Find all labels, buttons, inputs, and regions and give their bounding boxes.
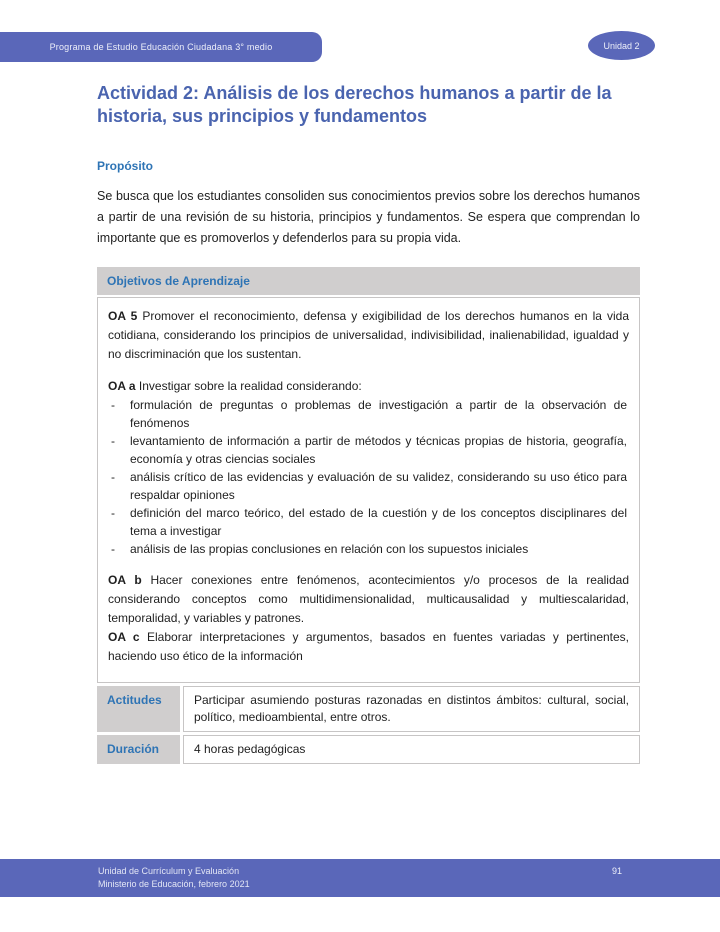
footer-line2: Ministerio de Educación, febrero 2021 bbox=[98, 879, 250, 889]
objetivos-body-cell bbox=[97, 297, 640, 683]
proposito-heading: Propósito bbox=[97, 159, 153, 173]
oac-label: OA c bbox=[108, 630, 140, 644]
footer-line1: Unidad de Currículum y Evaluación bbox=[98, 866, 240, 876]
duracion-label-cell: Duración bbox=[97, 735, 180, 764]
oaa-label: OA a bbox=[108, 379, 136, 393]
oaa-lead-text: Investigar sobre la realidad considerando: bbox=[138, 379, 362, 393]
oa5-label: OA 5 bbox=[108, 309, 138, 323]
actitudes-label-cell: Actitudes bbox=[97, 686, 180, 732]
objetivos-header-cell bbox=[97, 267, 640, 295]
program-badge bbox=[0, 32, 322, 62]
oac-text: Elaborar interpretaciones y argumentos, basados en fuentes variadas y pertinentes, haciendo uso ético de la información bbox=[108, 630, 630, 663]
list-item bbox=[108, 540, 629, 558]
dash-marker: - bbox=[111, 434, 115, 448]
main-content bbox=[97, 82, 640, 764]
program-badge-label: Programa de Estudio Educación Ciudadana 3° medio bbox=[49, 42, 273, 52]
dash-marker: - bbox=[111, 542, 115, 556]
footer-bar bbox=[0, 859, 720, 897]
oa5-paragraph bbox=[108, 307, 629, 364]
unit-badge-label: Unidad 2 bbox=[603, 40, 640, 51]
oab-label: OA b bbox=[108, 573, 142, 587]
list-item-text: análisis de las propias conclusiones en relación con los supuestos iniciales bbox=[130, 542, 529, 556]
objetivos-table bbox=[97, 267, 640, 764]
dash-marker: - bbox=[111, 506, 115, 520]
list-item bbox=[108, 504, 629, 540]
list-item-text: levantamiento de información a partir de métodos y técnicas propias de historia, geografía, economía y otras ciencias sociales bbox=[130, 434, 627, 466]
unit-badge bbox=[588, 31, 655, 60]
duracion-row bbox=[97, 735, 640, 764]
dash-marker: - bbox=[111, 398, 115, 412]
oab-text: Hacer conexiones entre fenómenos, acontecimientos y/o procesos de la realidad considerando conceptos como multidimensionalidad, multicausalidad y multiescalaridad, temporalidad, y variables y patrones. bbox=[108, 573, 629, 625]
oaa-list bbox=[108, 396, 629, 558]
oac-paragraph bbox=[108, 628, 629, 666]
list-item bbox=[108, 432, 629, 468]
actitudes-row bbox=[97, 686, 640, 732]
objetivos-heading: Objetivos de Aprendizaje bbox=[107, 274, 250, 288]
list-item-text: análisis crítico de las evidencias y evaluación de su validez, considerando su uso ético para respaldar opiniones bbox=[130, 470, 627, 502]
list-item-text: formulación de preguntas o problemas de investigación a partir de la observación de fenómenos bbox=[130, 398, 627, 430]
dash-marker: - bbox=[111, 470, 115, 484]
duracion-content-cell: 4 horas pedagógicas bbox=[183, 735, 640, 764]
page-title: Actividad 2: Análisis de los derechos humanos a partir de la historia, sus principios y fundamentos bbox=[97, 83, 612, 126]
actitudes-content-cell: Participar asumiendo posturas razonadas en distintos ámbitos: cultural, social, político, medioambiental, entre otros. bbox=[183, 686, 640, 732]
list-item bbox=[108, 468, 629, 504]
list-item bbox=[108, 396, 629, 432]
oaa-lead-paragraph bbox=[108, 377, 629, 396]
page-number: 91 bbox=[612, 866, 623, 876]
proposito-paragraph: Se busca que los estudiantes consoliden sus conocimientos previos sobre los derechos humanos a partir de una revisión de su historia, principios y fundamentos. Se espera que comprendan lo importante que es promoverlos y defenderlos para su propia vida. bbox=[97, 189, 640, 245]
list-item-text: definición del marco teórico, del estado de la cuestión y de los conceptos disciplinares del tema a investigar bbox=[130, 506, 627, 538]
footer-credits bbox=[98, 865, 250, 891]
oa5-text: Promover el reconocimiento, defensa y exigibilidad de los derechos humanos en la vida cotidiana, considerando los principios de universalidad, indivisibilidad, inalienabilidad, igualdad y no discriminación que los sustentan. bbox=[108, 309, 630, 361]
oab-paragraph bbox=[108, 571, 629, 628]
